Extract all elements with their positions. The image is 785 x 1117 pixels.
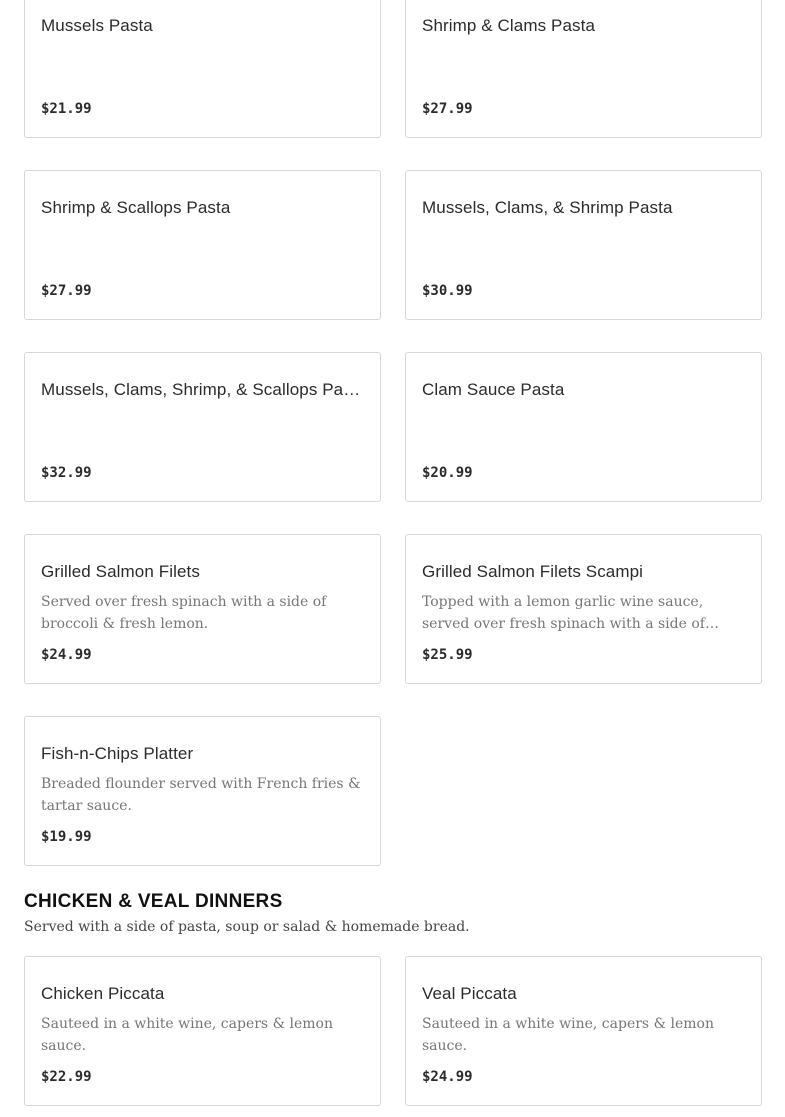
menu-item-card[interactable] bbox=[24, 352, 381, 502]
section-title: CHICKEN & VEAL DINNERS bbox=[24, 891, 283, 912]
menu-item-name: Shrimp & Scallops Pasta bbox=[41, 198, 231, 217]
menu-item-name: Clam Sauce Pasta bbox=[422, 380, 565, 399]
menu-item-description: Sauteed in a white wine, capers & lemon sauce. bbox=[41, 1016, 333, 1054]
menu-item-price: $19.99 bbox=[41, 829, 92, 845]
menu-item-card[interactable] bbox=[24, 170, 381, 320]
menu-item-description: Served over fresh spinach with a side of broccoli & fresh lemon. bbox=[41, 594, 327, 632]
menu-item-price: $20.99 bbox=[422, 465, 473, 481]
menu-item-card[interactable] bbox=[24, 716, 381, 866]
menu-item-description: Sauteed in a white wine, capers & lemon sauce. bbox=[422, 1016, 714, 1054]
menu-item-card[interactable] bbox=[405, 170, 762, 320]
menu-item-name: Mussels, Clams, Shrimp, & Scallops Pasta bbox=[41, 380, 366, 399]
menu-item-name: Grilled Salmon Filets bbox=[41, 562, 200, 581]
menu-item-name: Veal Piccata bbox=[422, 984, 517, 1003]
menu-item-name: Mussels, Clams, & Shrimp Pasta bbox=[422, 198, 673, 217]
menu-item-price: $30.99 bbox=[422, 283, 473, 299]
menu-item-price: $21.99 bbox=[41, 101, 92, 117]
menu-item-name: Chicken Piccata bbox=[41, 984, 165, 1003]
menu-item-price: $32.99 bbox=[41, 465, 92, 481]
menu-item-price: $27.99 bbox=[41, 283, 92, 299]
menu-item-card[interactable] bbox=[405, 956, 762, 1106]
menu-item-price: $22.99 bbox=[41, 1069, 92, 1085]
menu-item-card[interactable] bbox=[24, 0, 381, 138]
menu-item-price: $27.99 bbox=[422, 101, 473, 117]
menu-item-name: Shrimp & Clams Pasta bbox=[422, 16, 595, 35]
menu-item-price: $24.99 bbox=[422, 1069, 473, 1085]
menu-item-description: Breaded flounder served with French fries & tartar sauce. bbox=[41, 776, 361, 814]
menu-item-card[interactable] bbox=[405, 534, 762, 684]
menu-item-name: Fish-n-Chips Platter bbox=[41, 744, 194, 763]
menu-item-price: $24.99 bbox=[41, 647, 92, 663]
menu-item-card[interactable] bbox=[405, 352, 762, 502]
menu-item-card[interactable] bbox=[24, 956, 381, 1106]
menu-item-card[interactable] bbox=[405, 0, 762, 138]
section-subtitle: Served with a side of pasta, soup or salad & homemade bread. bbox=[24, 919, 470, 935]
menu-item-name: Mussels Pasta bbox=[41, 16, 153, 35]
menu-item-card[interactable] bbox=[24, 534, 381, 684]
menu-item-name: Grilled Salmon Filets Scampi bbox=[422, 562, 644, 581]
menu-item-price: $25.99 bbox=[422, 647, 473, 663]
menu-item-description: Topped with a lemon garlic wine sauce, served over fresh spinach with a side of bbox=[422, 594, 705, 632]
